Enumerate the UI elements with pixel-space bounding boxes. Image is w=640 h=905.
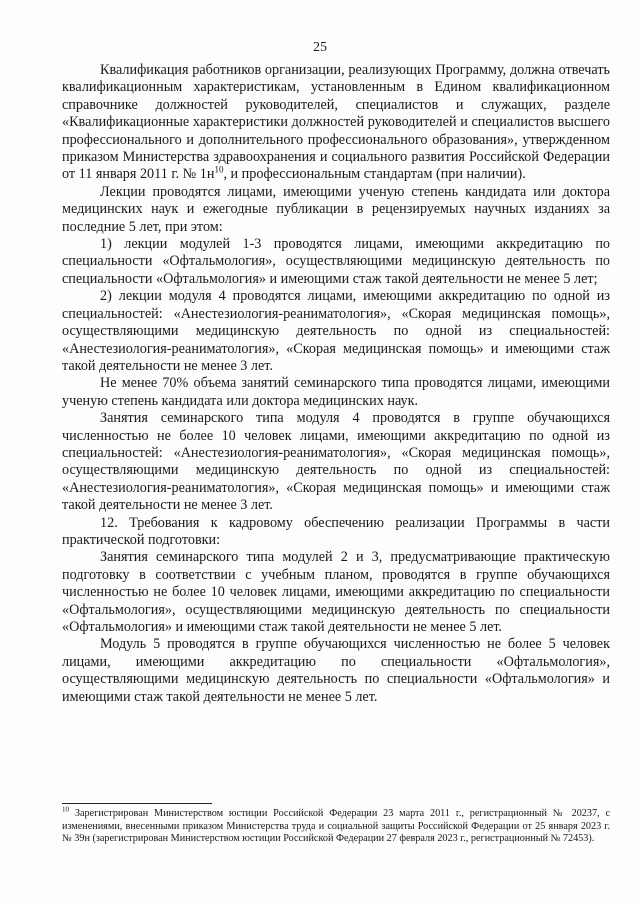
paragraph-module-5: Модуль 5 проводятся в группе обучающихся численностью не более 5 человек лицами, имеющими аккредитацию по специальности «Офтальмология», осуществляющими медицинскую деятельность по специальности «Офтальмология» и имеющими стаж такой деятельности не менее 5 лет. (62, 636, 610, 705)
page-number: 25 (313, 40, 327, 55)
paragraph-qualification (62, 62, 610, 184)
footnote-divider (62, 803, 212, 804)
footnote-text: Зарегистрирован Министерством юстиции Российской Федерации 23 марта 2011 г., регистрационный № 20237, с изменениями, внесенными приказом Министерства труда и социальной защиты Российской Федерации от 25 января 2023 г. № 39н (зарегистрирован Министерством юстиции Российской Федерации 27 февраля 2023 г., регистрационный № 72453). (62, 808, 610, 845)
paragraph-lectures: Лекции проводятся лицами, имеющими ученую степень кандидата или доктора медицинских наук и ежегодные публикации в рецензируемых научных изданиях за последние 5 лет, при этом: (62, 183, 610, 235)
footnote-reference: 10 (214, 164, 224, 175)
body-text (62, 62, 610, 706)
paragraph-practical-modules-2-3: Занятия семинарского типа модулей 2 и 3, предусматривающие практическую подготовку в соответствии с учебным планом, проводятся в группе обучающихся численностью не более 10 человек лицами, имеющими аккредитацию по специальности «Офтальмология», осуществляющими медицинскую деятельность по специальности «Офтальмология» и имеющими стаж такой деятельности не менее 5 лет. (62, 549, 610, 635)
footnote-marker: 10 (62, 805, 69, 814)
paragraph-lectures-module-4: 2) лекции модуля 4 проводятся лицами, имеющими аккредитацию по одной из специальностей: «Анестезиология-реаниматология», «Скорая медицинская помощь», осуществляющими медицинскую деятельность по одной из специальностей: «Анестезиология-реаниматология», «Скорая медицинская помощь» и имеющими стаж такой деятельности не менее 3 лет. (62, 288, 610, 374)
paragraph-seminar-module-4: Занятия семинарского типа модуля 4 проводятся в группе обучающихся численностью не более 10 человек лицами, имеющими аккредитацию по одной из специальностей: «Анестезиология-реаниматология», «Скорая медицинская помощь», осуществляющими медицинскую деятельность по одной из специальностей: «Анестезиология-реаниматология», «Скорая медицинская помощь» и имеющими стаж такой деятельности не менее 3 лет. (62, 410, 610, 514)
paragraph-seminar-share: Не менее 70% объема занятий семинарского типа проводятся лицами, имеющими ученую степень кандидата или доктора медицинских наук. (62, 375, 610, 409)
paragraph-qualification-tail: , и профессиональным стандартам (при наличии). (223, 166, 526, 183)
paragraph-lectures-modules-1-3: 1) лекции модулей 1-3 проводятся лицами, имеющими аккредитацию по специальности «Офтальмология», осуществляющими медицинскую деятельность по специальности «Офтальмология» и имеющими стаж такой деятельности не менее 5 лет; (62, 236, 610, 287)
footnote (62, 805, 610, 846)
paragraph-section-12: 12. Требования к кадровому обеспечению реализации Программы в части практической подготовки: (62, 514, 610, 548)
paragraph-qualification-text: Квалификация работников организации, реализующих Программу, должна отвечать квалификационным характеристикам, установленным в Едином квалификационном справочнике должностей руководителей, специалистов и служащих, разделе «Квалификационные характеристики должностей руководителей и специалистов высшего профессионального и дополнительного профессионального образования», утвержденном приказом Министерства здравоохранения и социального развития Российской Федерации от 11 января 2011 г. № 1н (62, 62, 610, 183)
